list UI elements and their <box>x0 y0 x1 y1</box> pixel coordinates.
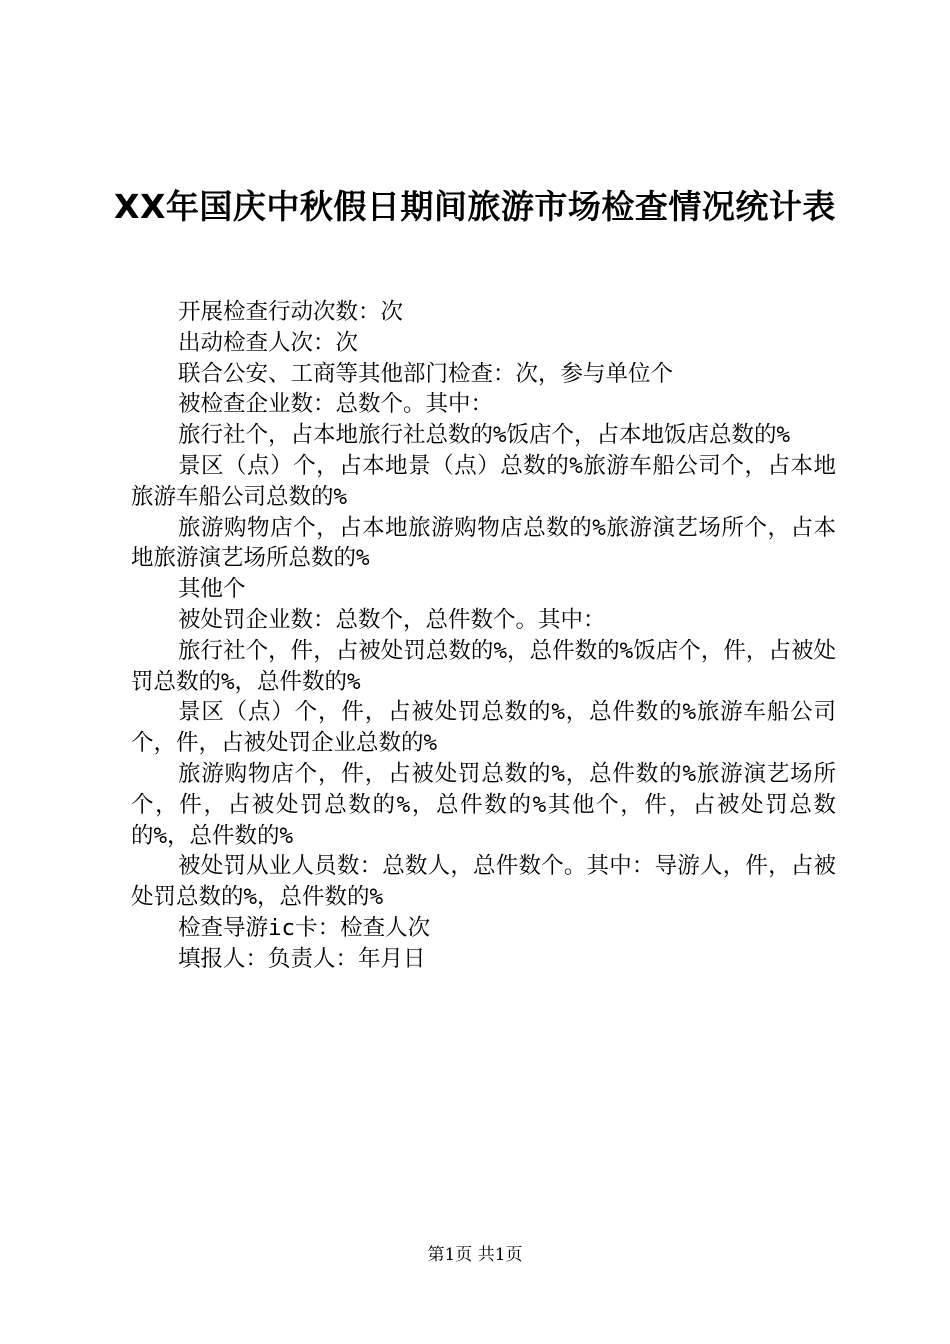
paragraph-inspection-actions: 开展检查行动次数：次 <box>178 299 404 325</box>
paragraph-scenic-spots-transport: 景区（点）个，占本地景（点）总数的%旅游车船公司个，占本地旅游车船公司总数的% <box>131 452 836 510</box>
paragraph-other: 其他个 <box>178 576 246 603</box>
document-title: XX年国庆中秋假日期间旅游市场检查情况统计表 <box>114 187 836 226</box>
paragraph-penalized-staff: 被处罚从业人员数：总数人，总件数个。其中：导游人，件，占被处罚总数的%，总件数的% <box>131 853 836 911</box>
paragraph-penalized-enterprises: 被处罚企业数：总数个，总件数个。其中： <box>178 606 606 633</box>
paragraph-shopping-performance: 旅游购物店个，占本地旅游购物店总数的%旅游演艺场所个，占本地旅游演艺场所总数的% <box>131 514 836 572</box>
paragraph-penalized-shopping-performance-other: 旅游购物店个，件，占被处罚总数的%，总件数的%旅游演艺场所个，件，占被处罚总数的%，总件数的%其他个，件，占被处罚总数的%，总件数的% <box>131 760 836 849</box>
paragraph-penalized-scenic-transport: 景区（点）个，件，占被处罚总数的%，总件数的%旅游车船公司个，件，占被处罚企业总数的% <box>131 699 836 757</box>
paragraph-filled-by: 填报人：负责人：年月日 <box>178 945 426 972</box>
document-body <box>131 297 836 975</box>
paragraph-inspectors-dispatched: 出动检查人次：次 <box>178 329 359 356</box>
paragraph-joint-inspection: 联合公安、工商等其他部门检查：次，参与单位个 <box>178 360 674 387</box>
paragraph-penalized-agencies-hotels: 旅行社个，件，占被处罚总数的%，总件数的%饭店个，件，占被处罚总数的%，总件数的% <box>131 637 836 695</box>
page-footer: 第1页 共1页 <box>427 1245 523 1265</box>
paragraph-inspected-enterprises: 被检查企业数：总数个。其中： <box>178 391 494 418</box>
paragraph-guide-ic-card: 检查导游ic卡：检查人次 <box>178 914 431 941</box>
paragraph-travel-agencies-hotels: 旅行社个，占本地旅行社总数的%饭店个，占本地饭店总数的% <box>178 422 791 449</box>
